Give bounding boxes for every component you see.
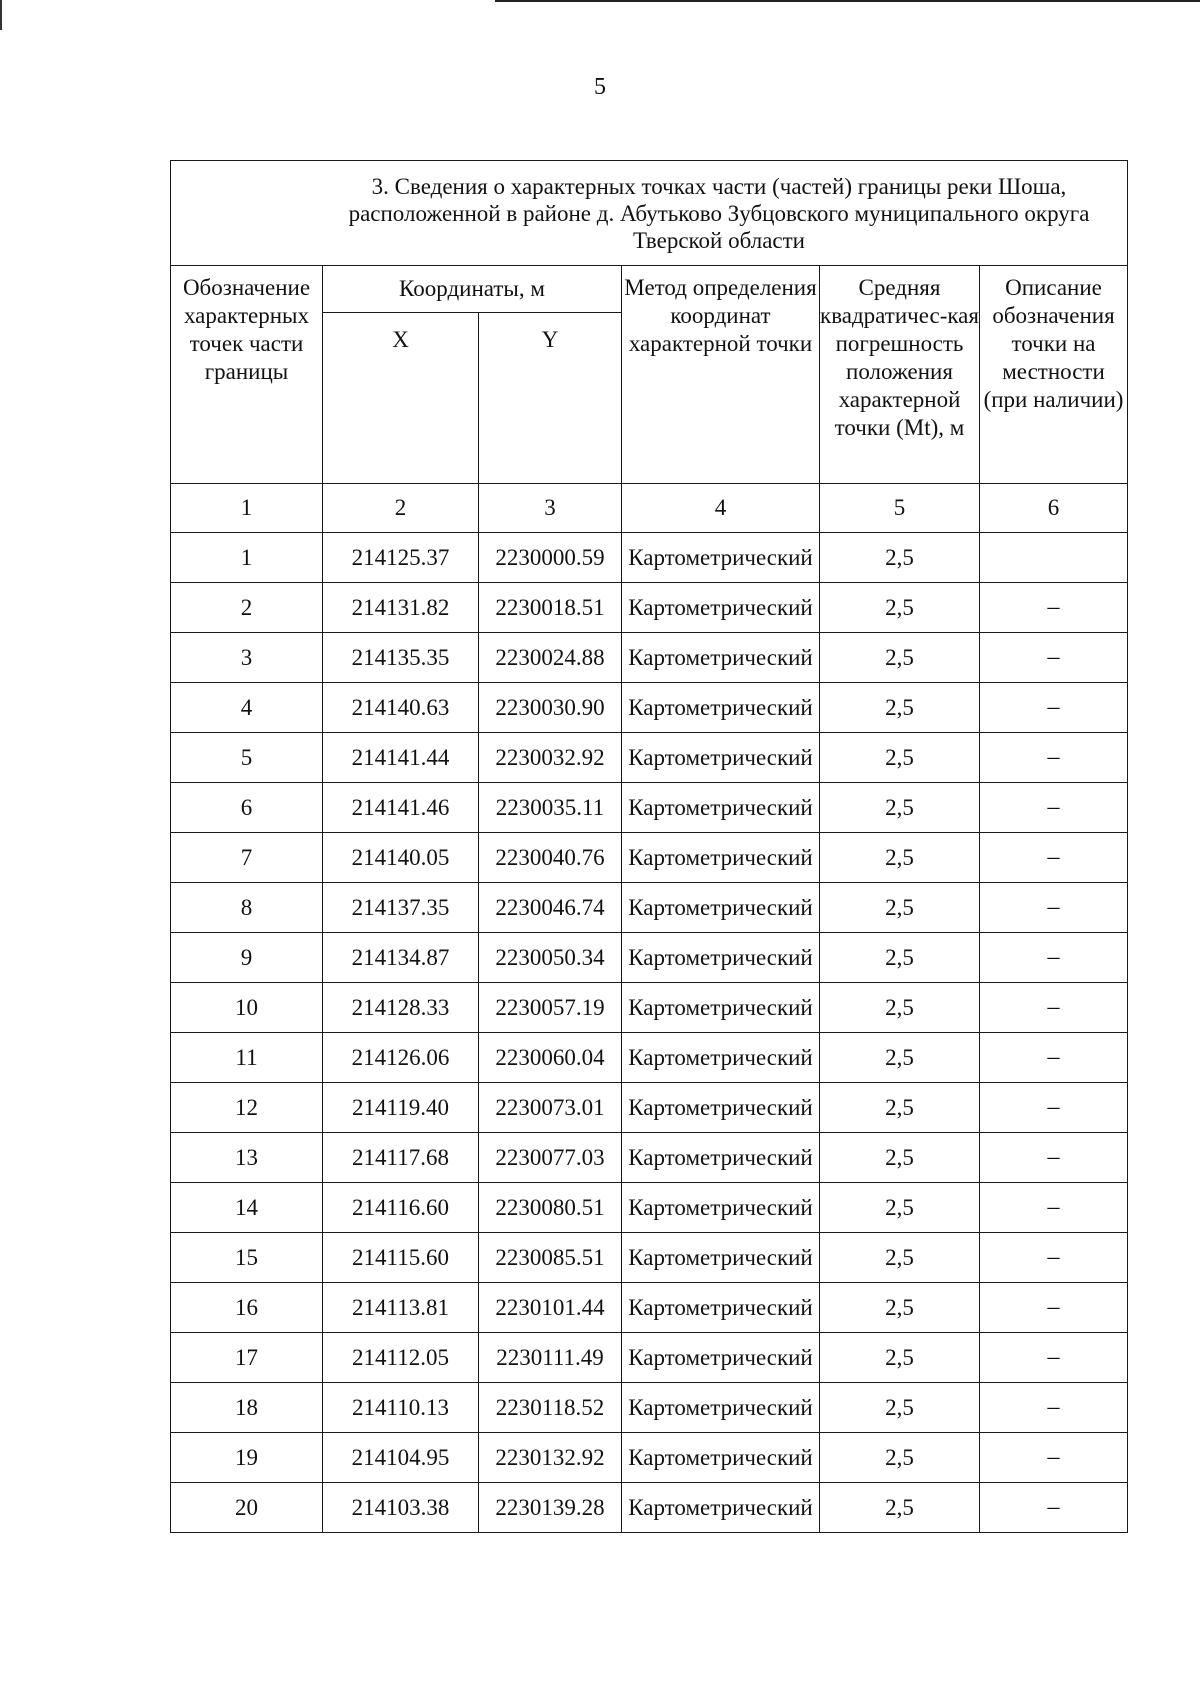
description-cell: – [980, 1283, 1128, 1333]
mean-error-cell: 2,5 [820, 783, 980, 833]
method-cell: Картометрический [622, 933, 820, 983]
point-number-cell: 8 [171, 883, 323, 933]
point-number-cell: 3 [171, 633, 323, 683]
x-coordinate-cell: 214137.35 [323, 883, 479, 933]
mean-error-cell: 2,5 [820, 1383, 980, 1433]
table-row [171, 533, 1128, 583]
mean-error-cell: 2,5 [820, 533, 980, 583]
method-cell: Картометрический [622, 1083, 820, 1133]
description-cell: – [980, 1183, 1128, 1233]
mean-error-cell: 2,5 [820, 883, 980, 933]
point-number-cell: 13 [171, 1133, 323, 1183]
table-row [171, 1233, 1128, 1283]
method-cell: Картометрический [622, 783, 820, 833]
table-row [171, 983, 1128, 1033]
table-row [171, 683, 1128, 733]
y-coordinate-cell: 2230000.59 [479, 533, 622, 583]
mean-error-cell: 2,5 [820, 1183, 980, 1233]
description-cell: – [980, 1433, 1128, 1483]
x-coordinate-cell: 214125.37 [323, 533, 479, 583]
mean-error-cell: 2,5 [820, 1133, 980, 1183]
scan-edge-left [0, 0, 2, 30]
point-number-cell: 18 [171, 1383, 323, 1433]
mean-error-cell: 2,5 [820, 583, 980, 633]
method-cell: Картометрический [622, 1033, 820, 1083]
table-row [171, 1333, 1128, 1383]
column-number: 5 [820, 484, 980, 533]
description-cell: – [980, 633, 1128, 683]
y-coordinate-cell: 2230030.90 [479, 683, 622, 733]
y-coordinate-cell: 2230085.51 [479, 1233, 622, 1283]
point-number-cell: 20 [171, 1483, 323, 1533]
point-number-cell: 17 [171, 1333, 323, 1383]
y-coordinate-cell: 2230111.49 [479, 1333, 622, 1383]
table-row [171, 833, 1128, 883]
method-cell: Картометрический [622, 733, 820, 783]
description-cell: – [980, 1233, 1128, 1283]
table-row [171, 583, 1128, 633]
point-number-cell: 7 [171, 833, 323, 883]
description-cell: – [980, 883, 1128, 933]
mean-error-cell: 2,5 [820, 1433, 980, 1483]
method-cell: Картометрический [622, 1333, 820, 1383]
x-coordinate-cell: 214117.68 [323, 1133, 479, 1183]
method-cell: Картометрический [622, 1283, 820, 1333]
table-row [171, 733, 1128, 783]
method-cell: Картометрический [622, 1383, 820, 1433]
mean-error-cell: 2,5 [820, 733, 980, 783]
y-coordinate-cell: 2230035.11 [479, 783, 622, 833]
y-coordinate-cell: 2230118.52 [479, 1383, 622, 1433]
y-coordinate-cell: 2230132.92 [479, 1433, 622, 1483]
column-number: 6 [980, 484, 1128, 533]
table-row [171, 1083, 1128, 1133]
x-coordinate-cell: 214116.60 [323, 1183, 479, 1233]
description-cell [980, 533, 1128, 583]
header-x: X [323, 313, 479, 484]
description-cell: – [980, 733, 1128, 783]
description-cell: – [980, 1083, 1128, 1133]
mean-error-cell: 2,5 [820, 1333, 980, 1383]
column-number-row [171, 484, 1128, 533]
page-number: 5 [594, 74, 606, 100]
boundary-points-table [170, 160, 1128, 1533]
table-title-cell [171, 161, 1128, 266]
description-cell: – [980, 1483, 1128, 1533]
x-coordinate-cell: 214104.95 [323, 1433, 479, 1483]
x-coordinate-cell: 214126.06 [323, 1033, 479, 1083]
description-cell: – [980, 683, 1128, 733]
method-cell: Картометрический [622, 583, 820, 633]
method-cell: Картометрический [622, 683, 820, 733]
table-row [171, 1133, 1128, 1183]
point-number-cell: 1 [171, 533, 323, 583]
y-coordinate-cell: 2230139.28 [479, 1483, 622, 1533]
x-coordinate-cell: 214103.38 [323, 1483, 479, 1533]
description-cell: – [980, 1033, 1128, 1083]
header-row [171, 266, 1128, 313]
method-cell: Картометрический [622, 1483, 820, 1533]
method-cell: Картометрический [622, 833, 820, 883]
y-coordinate-cell: 2230057.19 [479, 983, 622, 1033]
mean-error-cell: 2,5 [820, 833, 980, 883]
description-cell: – [980, 833, 1128, 883]
x-coordinate-cell: 214141.44 [323, 733, 479, 783]
x-coordinate-cell: 214113.81 [323, 1283, 479, 1333]
x-coordinate-cell: 214140.05 [323, 833, 479, 883]
x-coordinate-cell: 214141.46 [323, 783, 479, 833]
point-number-cell: 11 [171, 1033, 323, 1083]
table-title: 3. Сведения о характерных точках части (частей) границы реки Шоша, расположенной в районе д. Абутьково Зубцовского муниципального округа Тверской области [348, 173, 1090, 253]
table-row [171, 1483, 1128, 1533]
x-coordinate-cell: 214135.35 [323, 633, 479, 683]
header-method: Метод определения координат характерной точки [622, 266, 820, 484]
table-row [171, 633, 1128, 683]
y-coordinate-cell: 2230060.04 [479, 1033, 622, 1083]
table-row [171, 1383, 1128, 1433]
header-mean-error: Средняя квадратичес-кая погрешность положения характерной точки (Mt), м [820, 266, 980, 484]
description-cell: – [980, 933, 1128, 983]
x-coordinate-cell: 214112.05 [323, 1333, 479, 1383]
point-number-cell: 10 [171, 983, 323, 1033]
table-row [171, 1033, 1128, 1083]
column-number: 4 [622, 484, 820, 533]
point-number-cell: 19 [171, 1433, 323, 1483]
y-coordinate-cell: 2230077.03 [479, 1133, 622, 1183]
method-cell: Картометрический [622, 1433, 820, 1483]
description-cell: – [980, 783, 1128, 833]
table-row [171, 1433, 1128, 1483]
mean-error-cell: 2,5 [820, 1083, 980, 1133]
method-cell: Картометрический [622, 1133, 820, 1183]
point-number-cell: 14 [171, 1183, 323, 1233]
method-cell: Картометрический [622, 633, 820, 683]
mean-error-cell: 2,5 [820, 633, 980, 683]
point-number-cell: 15 [171, 1233, 323, 1283]
header-y: Y [479, 313, 622, 484]
table-row [171, 1283, 1128, 1333]
table-row [171, 933, 1128, 983]
y-coordinate-cell: 2230040.76 [479, 833, 622, 883]
method-cell: Картометрический [622, 983, 820, 1033]
x-coordinate-cell: 214140.63 [323, 683, 479, 733]
description-cell: – [980, 1333, 1128, 1383]
description-cell: – [980, 983, 1128, 1033]
x-coordinate-cell: 214128.33 [323, 983, 479, 1033]
x-coordinate-cell: 214110.13 [323, 1383, 479, 1433]
method-cell: Картометрический [622, 533, 820, 583]
scan-edge-top [495, 0, 1200, 2]
header-description: Описание обозначения точки на местности (при наличии) [980, 266, 1128, 484]
header-coordinates: Координаты, м [323, 266, 622, 313]
y-coordinate-cell: 2230101.44 [479, 1283, 622, 1333]
table-row [171, 783, 1128, 833]
mean-error-cell: 2,5 [820, 933, 980, 983]
point-number-cell: 6 [171, 783, 323, 833]
mean-error-cell: 2,5 [820, 983, 980, 1033]
column-number: 2 [323, 484, 479, 533]
mean-error-cell: 2,5 [820, 683, 980, 733]
x-coordinate-cell: 214134.87 [323, 933, 479, 983]
description-cell: – [980, 1133, 1128, 1183]
method-cell: Картометрический [622, 1183, 820, 1233]
point-number-cell: 2 [171, 583, 323, 633]
point-number-cell: 16 [171, 1283, 323, 1333]
point-number-cell: 9 [171, 933, 323, 983]
table-row [171, 1183, 1128, 1233]
mean-error-cell: 2,5 [820, 1483, 980, 1533]
mean-error-cell: 2,5 [820, 1283, 980, 1333]
y-coordinate-cell: 2230046.74 [479, 883, 622, 933]
column-number: 1 [171, 484, 323, 533]
description-cell: – [980, 1383, 1128, 1433]
description-cell: – [980, 583, 1128, 633]
y-coordinate-cell: 2230080.51 [479, 1183, 622, 1233]
y-coordinate-cell: 2230032.92 [479, 733, 622, 783]
x-coordinate-cell: 214131.82 [323, 583, 479, 633]
y-coordinate-cell: 2230073.01 [479, 1083, 622, 1133]
mean-error-cell: 2,5 [820, 1033, 980, 1083]
column-number: 3 [479, 484, 622, 533]
y-coordinate-cell: 2230024.88 [479, 633, 622, 683]
method-cell: Картометрический [622, 1233, 820, 1283]
method-cell: Картометрический [622, 883, 820, 933]
y-coordinate-cell: 2230018.51 [479, 583, 622, 633]
point-number-cell: 4 [171, 683, 323, 733]
point-number-cell: 5 [171, 733, 323, 783]
header-point-designation: Обозначение характерных точек части границы [171, 266, 323, 484]
x-coordinate-cell: 214115.60 [323, 1233, 479, 1283]
y-coordinate-cell: 2230050.34 [479, 933, 622, 983]
table-title-row [171, 161, 1128, 266]
table-row [171, 883, 1128, 933]
x-coordinate-cell: 214119.40 [323, 1083, 479, 1133]
point-number-cell: 12 [171, 1083, 323, 1133]
mean-error-cell: 2,5 [820, 1233, 980, 1283]
